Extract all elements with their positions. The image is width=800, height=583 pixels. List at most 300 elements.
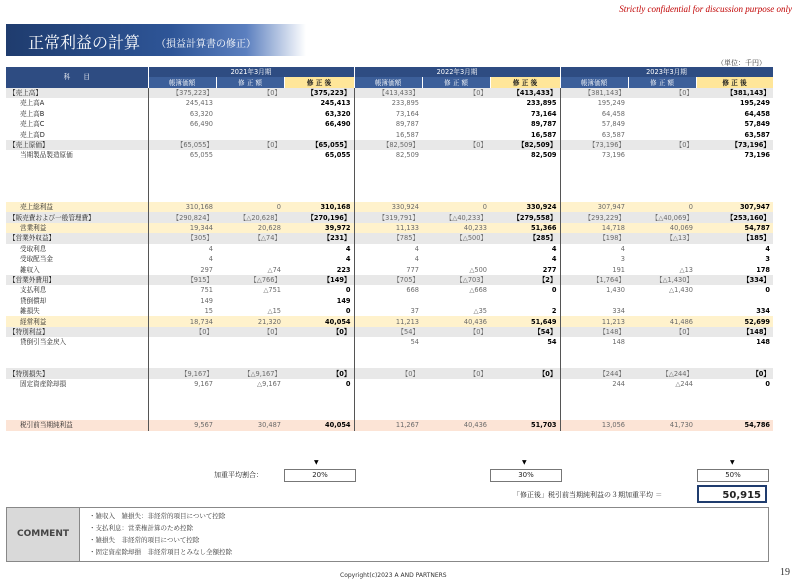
table-row	[6, 420, 773, 430]
cell-value	[560, 296, 628, 306]
cell-value: 【0】	[216, 327, 284, 337]
cell-value: 【413,433】	[490, 88, 560, 98]
table-row	[6, 244, 773, 254]
cell-value: 191	[560, 264, 628, 274]
table-row	[6, 254, 773, 264]
cell-value: 【0】	[422, 327, 490, 337]
cell-value	[560, 400, 628, 410]
cell-value: 4	[551, 244, 557, 253]
cell-value: 21,320	[216, 316, 284, 326]
cell-value: 149	[148, 296, 216, 306]
cell-value	[490, 296, 560, 306]
comment-line: ・雑損失 非経常的項目について控除	[89, 536, 200, 544]
cell-value	[696, 192, 773, 202]
comment-line: ・固定資産除却損 非経常項目とみなし全額控除	[89, 548, 232, 556]
down-arrow-icon: ▼	[522, 459, 527, 466]
cell-value: 82,509	[531, 151, 557, 160]
weight-2022: 30%	[490, 469, 562, 482]
cell-value	[422, 389, 490, 399]
table-row	[6, 348, 773, 358]
table-row	[6, 410, 773, 420]
cell-value: 【73,196】	[560, 140, 628, 150]
cell-value: 245,413	[320, 99, 351, 108]
cell-value: 668	[354, 285, 422, 295]
cell-value	[628, 244, 696, 254]
cell-value: 0	[765, 379, 770, 388]
cell-value	[422, 161, 490, 171]
cell-value: 13,056	[560, 420, 628, 430]
cell-value: 40,233	[422, 223, 490, 233]
cell-value	[216, 98, 284, 108]
header-book-value: 帳簿価額	[560, 77, 628, 87]
header-item: 科 目	[6, 67, 148, 88]
cell-value	[284, 192, 354, 202]
table-row	[6, 296, 773, 306]
row-label: 貸倒引当金戻入	[20, 338, 67, 347]
table-row	[6, 233, 773, 243]
cell-value	[422, 400, 490, 410]
cell-value: 4	[148, 244, 216, 254]
cell-value: 233,895	[354, 98, 422, 108]
income-statement-table	[6, 67, 774, 431]
header-adjusted: 修 正 後	[284, 77, 354, 87]
table-row	[6, 379, 773, 389]
cell-value	[216, 358, 284, 368]
cell-value	[354, 348, 422, 358]
cell-value: 【0】	[422, 368, 490, 378]
cell-value	[628, 150, 696, 160]
cell-value	[628, 129, 696, 139]
cell-value: 0	[216, 202, 284, 212]
cell-value	[696, 181, 773, 191]
cell-value	[422, 337, 490, 347]
cell-value: 64,458	[744, 109, 770, 118]
cell-value	[696, 400, 773, 410]
cell-value	[490, 161, 560, 171]
cell-value: 16,587	[531, 130, 557, 139]
cell-value: 【290,824】	[148, 212, 216, 222]
cell-value	[148, 348, 216, 358]
cell-value: 0	[345, 286, 351, 295]
cell-value: 277	[542, 265, 557, 274]
cell-value: 【375,223】	[284, 88, 354, 98]
cell-value: 【9,167】	[148, 368, 216, 378]
table-row	[6, 212, 773, 222]
cell-value	[490, 192, 560, 202]
comment-box	[6, 507, 769, 562]
cell-value: 【198】	[560, 233, 628, 243]
header-adjusted: 修 正 後	[696, 77, 773, 87]
table-row	[6, 171, 773, 181]
cell-value: 57,849	[560, 119, 628, 129]
cell-value	[560, 348, 628, 358]
cell-value: 【△74】	[216, 233, 284, 243]
cell-value: 195,249	[560, 98, 628, 108]
cell-value	[422, 358, 490, 368]
cell-value	[422, 129, 490, 139]
cell-value: 4	[148, 254, 216, 264]
cell-value: 54,787	[696, 223, 773, 233]
cell-value	[628, 410, 696, 420]
cell-value	[628, 400, 696, 410]
cell-value	[216, 150, 284, 160]
cell-value	[628, 171, 696, 181]
title-bar	[6, 24, 306, 56]
cell-value: 【△20,628】	[216, 212, 284, 222]
table-row	[6, 316, 773, 326]
cell-value: 148	[756, 338, 770, 347]
cell-value: 37	[354, 306, 422, 316]
cell-value	[490, 348, 560, 358]
row-label: 【販売費および一般管理費】	[6, 212, 148, 222]
cell-value: 4	[765, 244, 770, 253]
cell-value: △668	[469, 286, 487, 295]
cell-value: 330,924	[490, 202, 560, 212]
table-row	[6, 337, 773, 347]
cell-value: 149	[336, 296, 351, 305]
table-row	[6, 223, 773, 233]
cell-value: 223	[336, 265, 351, 274]
cell-value: 【65,055】	[148, 140, 216, 150]
cell-value: △15	[267, 307, 281, 316]
cell-value	[696, 410, 773, 420]
table-row	[6, 202, 773, 212]
table-row	[6, 192, 773, 202]
cell-value: 【82,509】	[490, 140, 560, 150]
cell-value: 【0】	[216, 140, 284, 150]
cell-value: 54	[354, 337, 422, 347]
cell-value: 4	[560, 244, 628, 254]
cell-value	[422, 192, 490, 202]
cell-value: 【0】	[490, 368, 560, 378]
cell-value	[560, 389, 628, 399]
cell-value	[216, 244, 284, 254]
cell-value: 54	[547, 338, 557, 347]
cell-value	[284, 129, 354, 139]
cell-value: 【279,558】	[490, 212, 560, 222]
cell-value: 19,344	[148, 223, 216, 233]
row-label	[6, 358, 148, 368]
table-row	[6, 389, 773, 399]
header-adjusted: 修 正 後	[490, 77, 560, 87]
cell-value: 【413,433】	[354, 88, 422, 98]
cell-value: 0	[345, 379, 351, 388]
cell-value: 【73,196】	[696, 140, 773, 150]
cell-value: △13	[679, 265, 693, 274]
cell-value: 【54】	[490, 327, 560, 337]
cell-value: 【65,055】	[284, 140, 354, 150]
cell-value	[284, 337, 354, 347]
row-label: 【営業外収益】	[6, 233, 148, 243]
cell-value	[560, 161, 628, 171]
cell-value	[148, 400, 216, 410]
cell-value	[354, 410, 422, 420]
cell-value	[148, 337, 216, 347]
cell-value: 20,628	[216, 223, 284, 233]
cell-value	[354, 296, 422, 306]
cell-value	[284, 161, 354, 171]
cell-value: 【△9,167】	[216, 368, 284, 378]
cell-value: 【2】	[490, 275, 560, 285]
cell-value: 【△244】	[628, 368, 696, 378]
cell-value: 0	[345, 307, 351, 316]
cell-value: 0	[551, 286, 557, 295]
header-book-value: 帳簿価額	[354, 77, 422, 87]
weight-2021: 20%	[284, 469, 356, 482]
cell-value: 73,164	[531, 109, 557, 118]
down-arrow-icon: ▼	[730, 459, 735, 466]
cell-value	[148, 358, 216, 368]
row-label	[6, 389, 148, 399]
comment-line: ・雑収入 雑損失：非経常的項目について控除	[89, 512, 226, 520]
cell-value	[490, 410, 560, 420]
cell-value	[284, 400, 354, 410]
row-label: 雑収入	[20, 265, 40, 274]
cell-value: 15	[148, 306, 216, 316]
cell-value: 0	[628, 202, 696, 212]
cell-value	[422, 379, 490, 389]
row-label: 固定資産除却損	[20, 379, 67, 388]
down-arrow-icon: ▼	[314, 459, 319, 466]
cell-value	[216, 254, 284, 264]
cell-value	[422, 254, 490, 264]
cell-value	[148, 161, 216, 171]
row-label	[6, 171, 148, 181]
cell-value: 66,490	[148, 119, 216, 129]
cell-value	[216, 296, 284, 306]
cell-value: 54,786	[696, 420, 773, 430]
cell-value: 【785】	[354, 233, 422, 243]
cell-value: 751	[148, 285, 216, 295]
cell-value: 【149】	[284, 275, 354, 285]
cell-value: 40,054	[284, 316, 354, 326]
table-row	[6, 275, 773, 285]
cell-value: 297	[148, 264, 216, 274]
cell-value: △500	[469, 265, 487, 274]
header-adjustment: 修 正 額	[422, 77, 490, 87]
cell-value	[216, 348, 284, 358]
cell-value	[628, 337, 696, 347]
cell-value: 66,490	[325, 120, 351, 129]
cell-value: 【△40,233】	[422, 212, 490, 222]
unit-label: （単位：千円）	[717, 59, 766, 67]
table-row	[6, 140, 773, 150]
row-label: 税引前当期純利益	[6, 420, 148, 430]
cell-value: △244	[675, 379, 693, 388]
cell-value: 0	[422, 202, 490, 212]
cell-value	[628, 296, 696, 306]
cell-value	[354, 192, 422, 202]
cell-value: 73,196	[744, 151, 770, 160]
row-label: 【特別利益】	[6, 327, 148, 337]
cell-value: 73,164	[354, 109, 422, 119]
row-label: 【売上高】	[6, 88, 148, 98]
weight-2023: 50%	[697, 469, 769, 482]
row-label	[6, 400, 148, 410]
cell-value: 【0】	[422, 88, 490, 98]
cell-value: 57,849	[744, 120, 770, 129]
cell-value: 4	[354, 254, 422, 264]
cell-value: 11,213	[560, 316, 628, 326]
weight-label: 加重平均割合：	[214, 471, 263, 479]
cell-value	[490, 389, 560, 399]
row-label	[6, 192, 148, 202]
row-label: 経常利益	[6, 316, 148, 326]
cell-value	[284, 389, 354, 399]
cell-value: 【381,143】	[560, 88, 628, 98]
cell-value	[422, 244, 490, 254]
cell-value: 【△703】	[422, 275, 490, 285]
cell-value	[148, 171, 216, 181]
cell-value	[216, 337, 284, 347]
cell-value	[696, 161, 773, 171]
row-label: 受取配当金	[20, 255, 53, 264]
cell-value: 【82,509】	[354, 140, 422, 150]
cell-value	[422, 119, 490, 129]
cell-value	[628, 306, 696, 316]
cell-value: 4	[345, 244, 351, 253]
cell-value: 【381,143】	[696, 88, 773, 98]
cell-value: 【244】	[560, 368, 628, 378]
cell-value	[354, 181, 422, 191]
cell-value	[628, 109, 696, 119]
cell-value: 777	[354, 264, 422, 274]
cell-value: 【0】	[696, 368, 773, 378]
cell-value: 【0】	[148, 327, 216, 337]
cell-value	[628, 161, 696, 171]
cell-value: 65,055	[325, 151, 351, 160]
row-label: 【営業外費用】	[6, 275, 148, 285]
cell-value	[422, 296, 490, 306]
cell-value: 9,167	[148, 379, 216, 389]
cell-value: 【0】	[284, 327, 354, 337]
confidential-note: Strictly confidential for discussion purpose only	[619, 4, 792, 14]
cell-value	[490, 358, 560, 368]
comment-line: ・支払利息：営業権計算のため控除	[89, 524, 193, 532]
cell-value	[284, 348, 354, 358]
cell-value: △9,167	[257, 379, 281, 388]
row-label: 貸倒償却	[20, 296, 47, 305]
cell-value: △35	[473, 307, 487, 316]
row-label: 当期製品製造原価	[20, 151, 73, 160]
cell-value	[560, 410, 628, 420]
cell-value: 334	[756, 307, 770, 316]
cell-value: 【285】	[490, 233, 560, 243]
row-label: 【特別損失】	[6, 368, 148, 378]
cell-value: 63,320	[325, 109, 351, 118]
cell-value: 【△766】	[216, 275, 284, 285]
cell-value	[560, 192, 628, 202]
header-adjustment: 修 正 額	[216, 77, 284, 87]
cell-value: 【319,791】	[354, 212, 422, 222]
cell-value	[696, 389, 773, 399]
cell-value	[560, 358, 628, 368]
row-label: 支払利息	[20, 286, 47, 295]
cell-value	[216, 129, 284, 139]
cell-value	[422, 181, 490, 191]
cell-value	[354, 161, 422, 171]
page-number: 19	[780, 567, 790, 578]
cell-value: 307,947	[696, 202, 773, 212]
cell-value: 245,413	[148, 98, 216, 108]
table-row	[6, 161, 773, 171]
cell-value	[216, 192, 284, 202]
cell-value: 39,972	[284, 223, 354, 233]
weighted-average-label: 「修正後」税引前当期純利益の３期加重平均 ＝	[513, 491, 663, 499]
table-row	[6, 129, 773, 139]
header-period-2021: 2021年3月期	[148, 67, 354, 77]
cell-value	[284, 358, 354, 368]
cell-value: 11,133	[354, 223, 422, 233]
cell-value: 【705】	[354, 275, 422, 285]
cell-value: 51,366	[490, 223, 560, 233]
cell-value	[354, 358, 422, 368]
cell-value: 4	[345, 255, 351, 264]
cell-value: 4	[551, 255, 557, 264]
cell-value: 3	[560, 254, 628, 264]
cell-value	[696, 348, 773, 358]
cell-value: 3	[765, 255, 770, 264]
cell-value: 【0】	[422, 140, 490, 150]
header-adjustment: 修 正 額	[628, 77, 696, 87]
cell-value	[354, 389, 422, 399]
table-row	[6, 285, 773, 295]
cell-value	[422, 150, 490, 160]
row-label: 売上高A	[20, 99, 45, 108]
page-title: 正常利益の計算	[28, 33, 141, 52]
cell-value	[628, 181, 696, 191]
cell-value: 82,509	[354, 150, 422, 160]
cell-value	[628, 254, 696, 264]
row-label: 売上高C	[20, 120, 45, 129]
cell-value	[284, 181, 354, 191]
cell-value	[216, 400, 284, 410]
cell-value: 310,168	[148, 202, 216, 212]
cell-value: 【148】	[696, 327, 773, 337]
table-row	[6, 400, 773, 410]
table-row	[6, 181, 773, 191]
cell-value: 【915】	[148, 275, 216, 285]
cell-value: 89,787	[354, 119, 422, 129]
cell-value	[628, 98, 696, 108]
weighted-average-value: 50,915	[697, 485, 767, 503]
cell-value: 2	[551, 307, 557, 316]
table-row	[6, 98, 773, 108]
cell-value	[560, 181, 628, 191]
cell-value: △751	[263, 286, 281, 295]
cell-value: 233,895	[526, 99, 557, 108]
cell-value: 64,458	[560, 109, 628, 119]
cell-value	[216, 389, 284, 399]
cell-value: 9,567	[148, 420, 216, 430]
table-row	[6, 368, 773, 378]
cell-value: 63,587	[744, 130, 770, 139]
cell-value: 【334】	[696, 275, 773, 285]
cell-value: 334	[560, 306, 628, 316]
cell-value: 【0】	[354, 368, 422, 378]
row-label	[6, 348, 148, 358]
copyright: Copyright(c)2023 A AND PARTNERS	[340, 572, 447, 579]
cell-value	[354, 379, 422, 389]
cell-value: 307,947	[560, 202, 628, 212]
cell-value: 330,924	[354, 202, 422, 212]
cell-value: 73,196	[560, 150, 628, 160]
cell-value: 【54】	[354, 327, 422, 337]
cell-value: 4	[354, 244, 422, 254]
cell-value: 40,436	[422, 420, 490, 430]
cell-value	[490, 181, 560, 191]
cell-value	[422, 348, 490, 358]
